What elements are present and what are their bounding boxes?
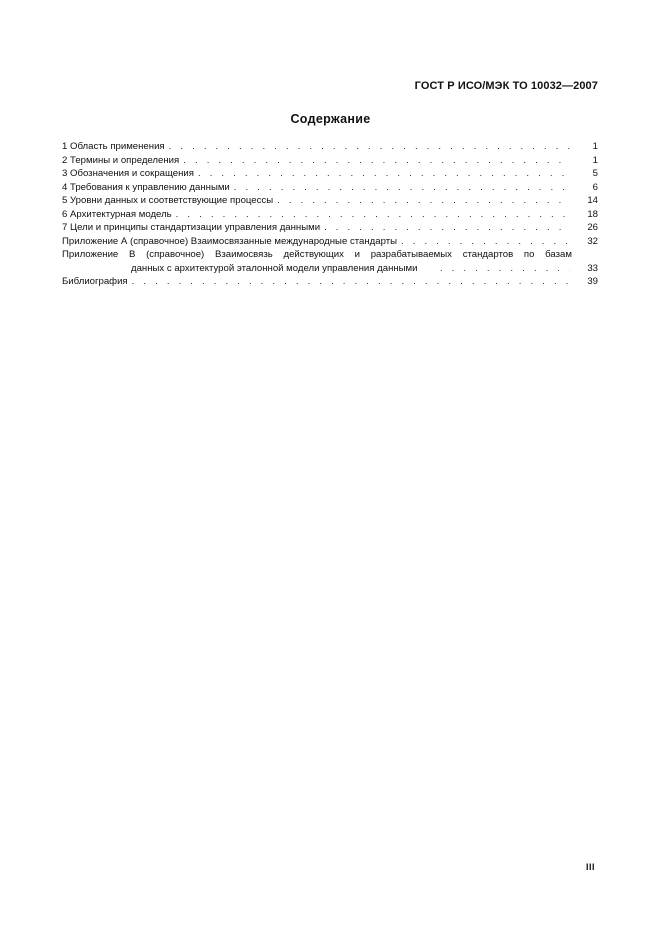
toc-entry-goals-principles[interactable] [62,221,598,235]
toc-entry-text: Приложение А (справочное) Взаимосвязанные международные стандарты [62,235,398,247]
toc-entry-requirements[interactable] [62,181,598,195]
toc-entry-text: 7 Цели и принципы стандартизации управления данными [62,222,321,233]
toc-entry-abbreviations[interactable] [62,167,598,181]
toc-entry-text-line2-content: данных с архитектурой эталонной модели управления данными [131,262,418,274]
document-code-header: ГОСТ Р ИСО/МЭК ТО 10032—2007 [414,80,598,92]
toc-entry-page: 26 [587,222,598,233]
toc-entry-text: 1 Область применения [62,141,165,152]
toc-leader-dots [234,181,570,195]
toc-entry-data-levels[interactable] [62,194,598,208]
toc-entry-text: 6 Архитектурная модель [62,208,172,220]
toc-leader-dots [277,194,570,208]
toc-entry-text: 2 Термины и определения [62,154,180,166]
toc-leader-dots [169,140,570,154]
toc-entry-appendix-b[interactable] [62,248,598,275]
toc-leader-dots [183,154,570,168]
toc-leader-dots [324,221,570,235]
toc-leader-dots [176,208,570,222]
toc-entry-page: 1 [592,154,598,166]
toc-entry-scope[interactable] [62,140,598,154]
toc-leader-dots [401,235,570,249]
toc-entry-text: 4 Требования к управлению данными [62,181,230,193]
toc-leader-dots [198,167,570,181]
toc-entry-text-line1: Приложение В (справочное) Взаимосвязь действующих и разрабатываемых стандартов по базам [62,249,572,260]
toc-title: Содержание [290,112,371,126]
toc-entry-page: 33 [587,262,598,274]
toc-entry-bibliography[interactable] [62,275,598,289]
toc-entry-page: 6 [592,181,598,193]
table-of-contents [62,140,598,289]
toc-entry-text: Библиография [62,276,128,287]
toc-entry-page: 5 [592,168,598,179]
toc-entry-text: 3 Обозначения и сокращения [62,168,194,179]
toc-leader-dots [440,262,570,276]
toc-leader-dots [132,275,570,289]
toc-entry-appendix-a[interactable] [62,235,598,249]
toc-entry-page: 14 [587,195,598,206]
toc-entry-page: 39 [587,276,598,287]
toc-entry-page: 18 [587,208,598,220]
toc-entry-architecture-model[interactable] [62,208,598,222]
toc-entry-text: 5 Уровни данных и соответствующие процессы [62,195,274,206]
toc-entry-terms[interactable] [62,154,598,168]
page-number-footer: III [585,862,595,872]
toc-entry-page: 32 [587,235,598,247]
toc-entry-page: 1 [592,141,598,152]
